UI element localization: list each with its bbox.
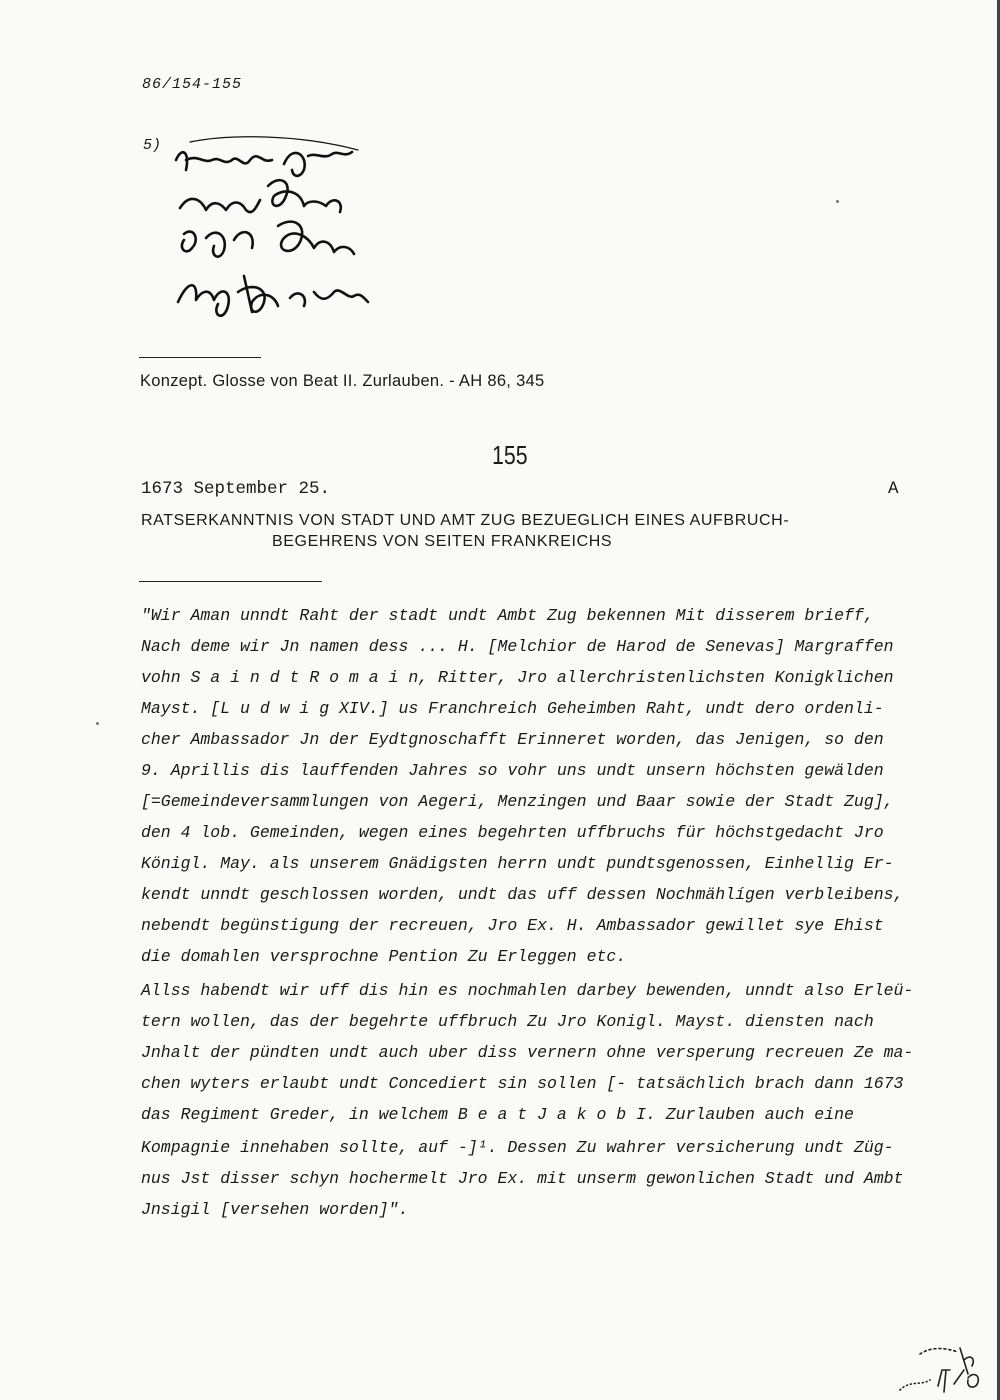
body-line: tern wollen, das der begehrte uffbruch Zu Jro Konigl. Mayst. diensten nach <box>141 1012 874 1031</box>
body-line: Jnhalt der pündten undt auch uber diss vernern ohne versperung recreuen Ze ma- <box>141 1043 914 1062</box>
handwritten-signature-icon <box>168 130 378 330</box>
body-line: kendt unndt geschlossen worden, undt das uff dessen Nochmählígen verbleibens, <box>141 885 904 904</box>
scan-speck <box>96 722 99 725</box>
document-date: 1673 September 25. <box>141 479 331 499</box>
document-number: 155 <box>492 440 528 470</box>
archive-stamp-icon <box>880 1340 990 1398</box>
footnote-number: 5) <box>143 137 162 154</box>
body-line: Jnsigil [versehen worden]". <box>141 1200 409 1219</box>
body-line: Mayst. [L u d w i g XIV.] us Franchreich Geheimben Raht, undt dero ordenli- <box>141 699 884 718</box>
body-line: cher Ambassador Jn der Eydtgnoschafft Erinneret worden, das Jenigen, so den <box>141 730 884 749</box>
body-line: Königl. May. als unserem Gnädigsten herrn undt pundtsgenossen, Einhellig Er- <box>141 854 894 873</box>
body-line: nebendt begünstigung der recreuen, Jro Ex. H. Ambassador gewillet sye Ehist <box>141 916 884 935</box>
body-line: nus Jst disser schyn hochermelt Jro Ex. mit unserm gewonlichen Stadt und Ambt <box>141 1169 904 1188</box>
footnote-text: Konzept. Glosse von Beat II. Zurlauben. - AH 86, 345 <box>140 372 545 390</box>
scan-speck <box>836 200 839 203</box>
document-title-line-2: BEGEHRENS VON SEITEN FRANKREICHS <box>272 533 613 550</box>
body-line: chen wyters erlaubt undt Concediert sin sollen [- tatsächlich brach dann 1673 <box>141 1074 904 1093</box>
body-line: vohn S a i n d t R o m a i n, Ritter, Jro allerchristenlichsten Konigklichen <box>141 668 894 687</box>
archive-reference: 86/154-155 <box>142 76 243 93</box>
body-line: 9. Aprillis dis lauffenden Jahres so vohr uns undt unsern höchsten gewälden <box>141 761 884 780</box>
body-line: den 4 lob. Gemeinden, wegen eines begehrten uffbruchs für höchstgedacht Jro <box>141 823 884 842</box>
body-line: Kompagnie innehaben sollte, auf -]¹. Dessen Zu wahrer versicherung undt Züg- <box>141 1138 894 1157</box>
body-line: [=Gemeindeversammlungen von Aegeri, Menzingen und Baar sowie der Stadt Zug], <box>141 792 894 811</box>
body-line: die domahlen versprochne Pention Zu Erleggen etc. <box>141 947 627 966</box>
body-line: Allss habendt wir uff dis hin es nochmahlen darbey bewenden, unndt also Erleü- <box>141 981 914 1000</box>
title-separator <box>139 581 322 582</box>
body-line: das Regiment Greder, in welchem B e a t J a k o b I. Zurlauben auch eine <box>141 1105 854 1124</box>
document-title-line-1: RATSERKANNTNIS VON STADT UND AMT ZUG BEZUEGLICH EINES AUFBRUCH- <box>141 512 790 529</box>
footnote-separator <box>139 357 261 358</box>
document-letter: A <box>888 479 899 499</box>
body-line: Nach deme wir Jn namen dess ... H. [Melchior de Harod de Senevas] Margraffen <box>141 637 894 656</box>
body-line: "Wir Aman unndt Raht der stadt undt Ambt Zug bekennen Mit disserem brieff, <box>141 606 874 625</box>
